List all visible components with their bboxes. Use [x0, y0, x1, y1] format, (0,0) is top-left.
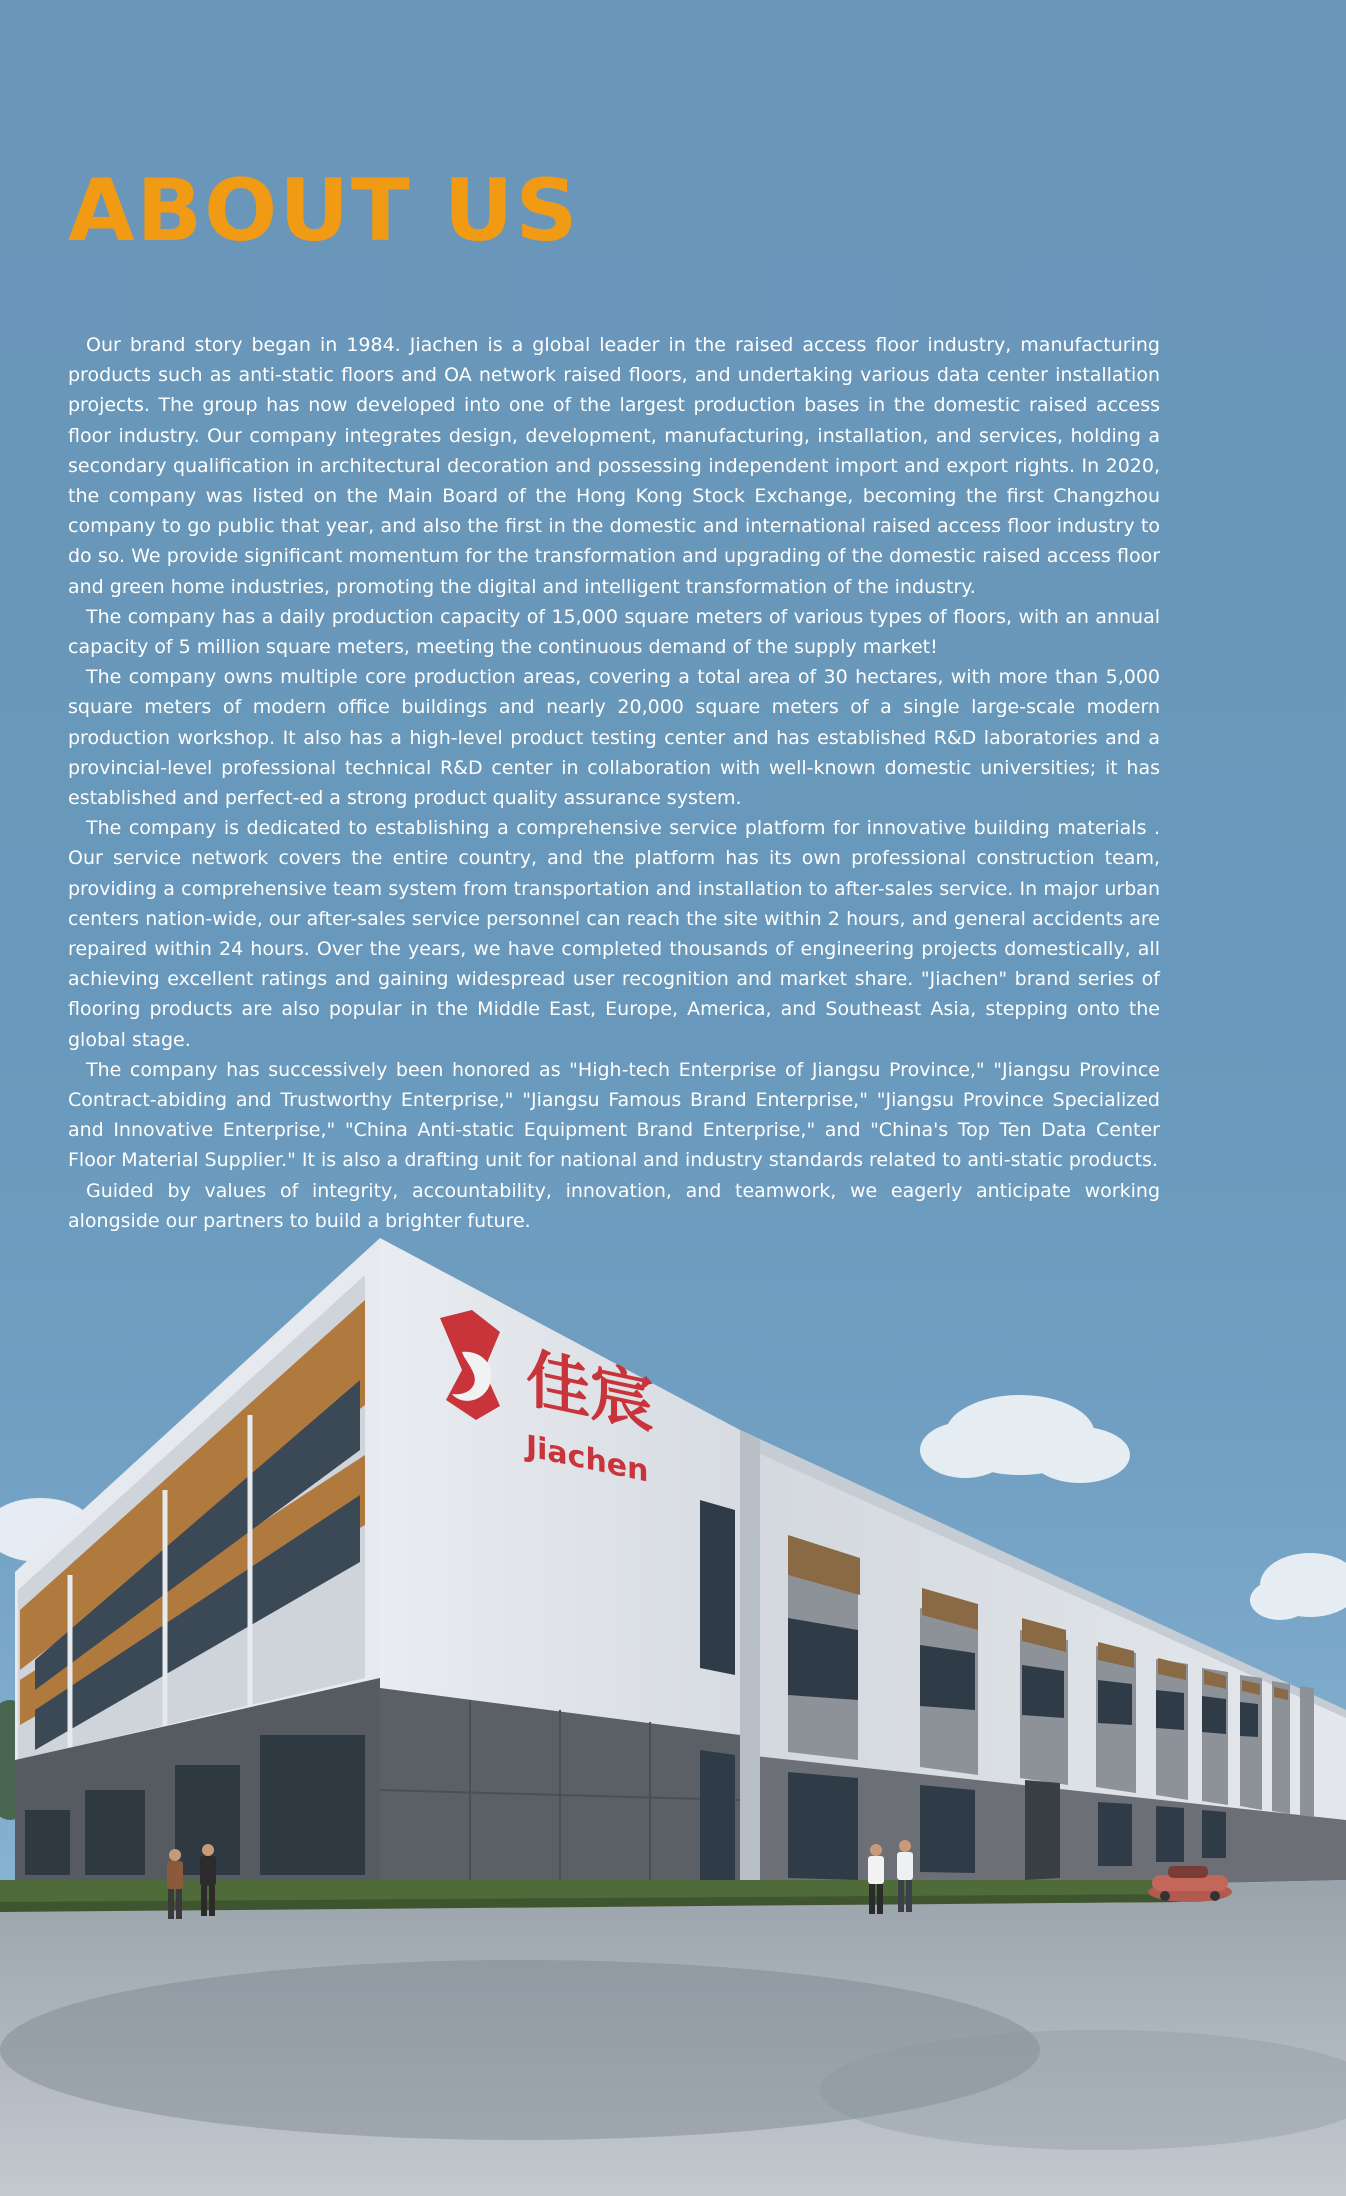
paragraph-production-areas: The company owns multiple core production areas, covering a total area of 30 hectares, with more than 5,000 square meters of modern office buildings and nearly 20,000 square meters of a single large-scale modern production workshop. It also has a high-level product testing center and has established R&D laboratories and a provincial-level professional technical R&D center in collaboration with well-known domestic universities; it has established and perfect-ed a strong product quality assurance system. [68, 666, 1160, 810]
paragraph-honors: The company has successively been honored as "High-tech Enterprise of Jiangsu Province," "Jiangsu Province Contract-abiding and Trustworthy Enterprise," "Jiangsu Famous Brand Enterprise," "Jiangsu Province Specialized and Innovative Enterprise," "China Anti-static Equipment Brand Enterprise," and "China's Top Ten Data Center Floor Material Supplier." It is also a drafting unit for national and industry standards related to anti-static products. [68, 1058, 1160, 1172]
page-title: ABOUT US [68, 161, 580, 261]
paragraph-values: Guided by values of integrity, accountability, innovation, and teamwork, we eagerly anticipate working alongside our partners to build a brighter future. [68, 1179, 1160, 1232]
company-description [68, 330, 1160, 1236]
sign-english-text: Jiachen [526, 1429, 649, 1490]
paragraph-production-capacity: The company has a daily production capacity of 15,000 square meters of various types of floors, with an annual capacity of 5 million square meters, meeting the continuous demand of the supply market! [68, 605, 1160, 659]
paragraph-brand-story: Our brand story began in 1984. Jiachen is a global leader in the raised access floor industry, manufacturing products such as anti-static floors and OA network raised floors, and undertaking various data center installation projects. The group has now developed into one of the largest production bases in the domestic raised access floor industry. Our company integrates design, development, manufacturing, installation, and services, holding a secondary qualification in architectural decoration and possessing independent import and export rights. In 2020, the company was listed on the Main Board of the Hong Kong Stock Exchange, becoming the first Changzhou company to go public that year, and also the first in the domestic and international raised access floor industry to do so. We provide significant momentum for the transformation and upgrading of the domestic raised access floor and green home industries, promoting the digital and intelligent transformation of the industry. [68, 334, 1160, 598]
sign-chinese-text: 佳宸 [526, 1341, 654, 1443]
paragraph-service-platform: The company is dedicated to establishing a comprehensive service platform for innovative building materials . Our service network covers the entire country, and the platform has its own professional construction team, providing a comprehensive team system from transportation and installation to after-sales service. In major urban centers nation-wide, our after-sales service personnel can reach the site within 2 hours, and general accidents are repaired within 24 hours. Over the years, we have completed thousands of engineering projects domestically, all achieving excellent ratings and gaining widespread user recognition and market share. "Jiachen" brand series of flooring products are also popular in the Middle East, Europe, America, and Southeast Asia, stepping onto the global stage. [68, 817, 1160, 1051]
factory-building-image [0, 1190, 1346, 2196]
